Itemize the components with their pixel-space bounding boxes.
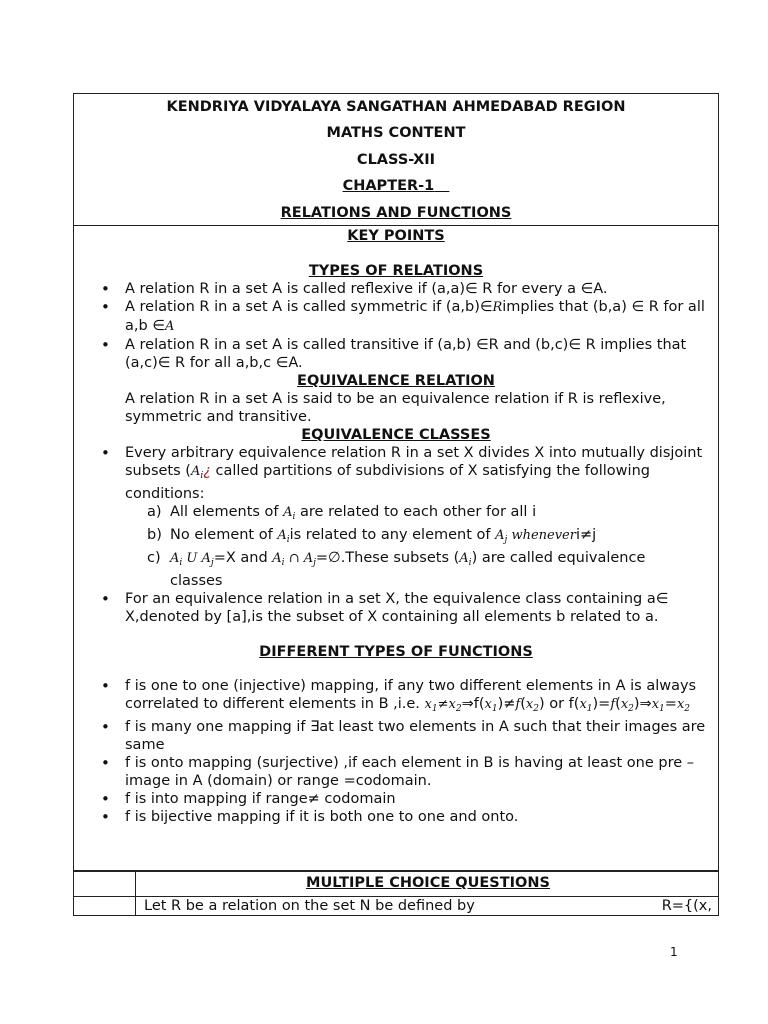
list-item: • A relation R in a set A is called transitive if (a,b) ∈R and (b,c)∈ R implies that (a,c)∈ R for all a,b,c ∈A.: [74, 336, 718, 372]
mcq-header-row: [73, 870, 719, 897]
header-line-3: CLASS-XII: [356, 151, 436, 168]
chapter-heading: CHAPTER-1: [342, 178, 435, 195]
list-item: • A relation R in a set A is called symmetric if (a,b)∈Rimplies that (b,a) ∈ R for all a,b ∈A: [74, 298, 718, 336]
condition-c: c) $A_i$ U $A_j=X$ and $A_i$ ∩ $A_j=\emptyset.These$ subsets $(A_i)$ are called equivalence classes: [147, 550, 646, 589]
list-item: • f is one to one (injective) mapping, if any two different elements in A is always correlated to different elements in B ,i.e. $x_1\ne x_2\Rightarrow f(x_1)\ne f(x_2)$ or $f(x_1)=f(x_2)\Rightarrow x_1=x_2$: [74, 677, 718, 718]
list-item: • f is onto mapping (surjective) ,if each element in B is having at least one pre –image in A (domain) or range =codomain.: [74, 754, 718, 790]
key-points-section: [74, 227, 718, 871]
key-points-heading: KEY POINTS: [347, 228, 445, 244]
mcq-heading: MULTIPLE CHOICE QUESTIONS: [306, 875, 550, 891]
content-frame: [73, 93, 719, 872]
equivalence-relation-heading: EQUIVALENCE RELATION: [297, 373, 495, 389]
relation-types-list: [74, 280, 718, 372]
mcq-number-cell: [74, 871, 136, 896]
document-header: [74, 94, 718, 226]
mcq-question-left: Let R be a relation on the set N be defined by: [144, 898, 475, 914]
mcq-question-text: [144, 897, 712, 915]
list-item: • f is bijective mapping if it is both one to one and onto.: [74, 808, 718, 826]
equivalence-classes-list: [74, 444, 718, 626]
equivalence-classes-heading: EQUIVALENCE CLASSES: [301, 427, 491, 443]
list-item: • f is into mapping if range≠ codomain: [74, 790, 718, 808]
chapter-title: RELATIONS AND FUNCTIONS: [280, 204, 512, 221]
types-of-relations-heading: TYPES OF RELATIONS: [308, 263, 484, 279]
page-number: 1: [670, 945, 678, 959]
equivalence-relation-text: A relation R in a set A is said to be an equivalence relation if R is reflexive, symmetric and transitive.: [125, 391, 666, 425]
conditions-list: [74, 503, 708, 590]
list-item: • f is many one mapping if ∃at least two elements in A such that their images are same: [74, 718, 718, 754]
function-types-list: [74, 677, 718, 826]
mcq-number-cell: [74, 896, 136, 915]
header-line-1: KENDRIYA VIDYALAYA SANGATHAN AHMEDABAD REGION: [166, 99, 626, 115]
mcq-question-right: R={(x,: [661, 898, 712, 914]
condition-a: a) All elements of $A_i$ are related to each other for all i: [147, 504, 537, 522]
mcq-question-row: [73, 896, 719, 916]
header-line-2: MATHS CONTENT: [326, 125, 466, 142]
list-item: • A relation R in a set A is called reflexive if (a,a)∈ R for every a ∈A.: [74, 280, 718, 298]
functions-heading: DIFFERENT TYPES OF FUNCTIONS: [259, 644, 533, 660]
list-item: • For an equivalence relation in a set X, the equivalence class containing a∈ X,denoted by [a],is the subset of X containing all elements b related to a.: [74, 590, 718, 626]
condition-b: b) No element of $A_iis$ related to any element of $A_j$ wheneveri≠j: [147, 527, 597, 545]
list-item: • Every arbitrary equivalence relation R in a set X divides X into mutually disjoint subsets ($A_i¿$ called partitions of subdivisions of X satisfying the following conditions: a) All elements of $A_i$ are related to each other for all i b) No element of $A_iis$ related to any element of $A_j$ wheneveri≠j c) $A_i$ U $A_j=X$ and $A_i$ ∩ $A_j=\emptyset.These$ subsets $(A_i)$ are called equivalence classes: [74, 444, 718, 590]
